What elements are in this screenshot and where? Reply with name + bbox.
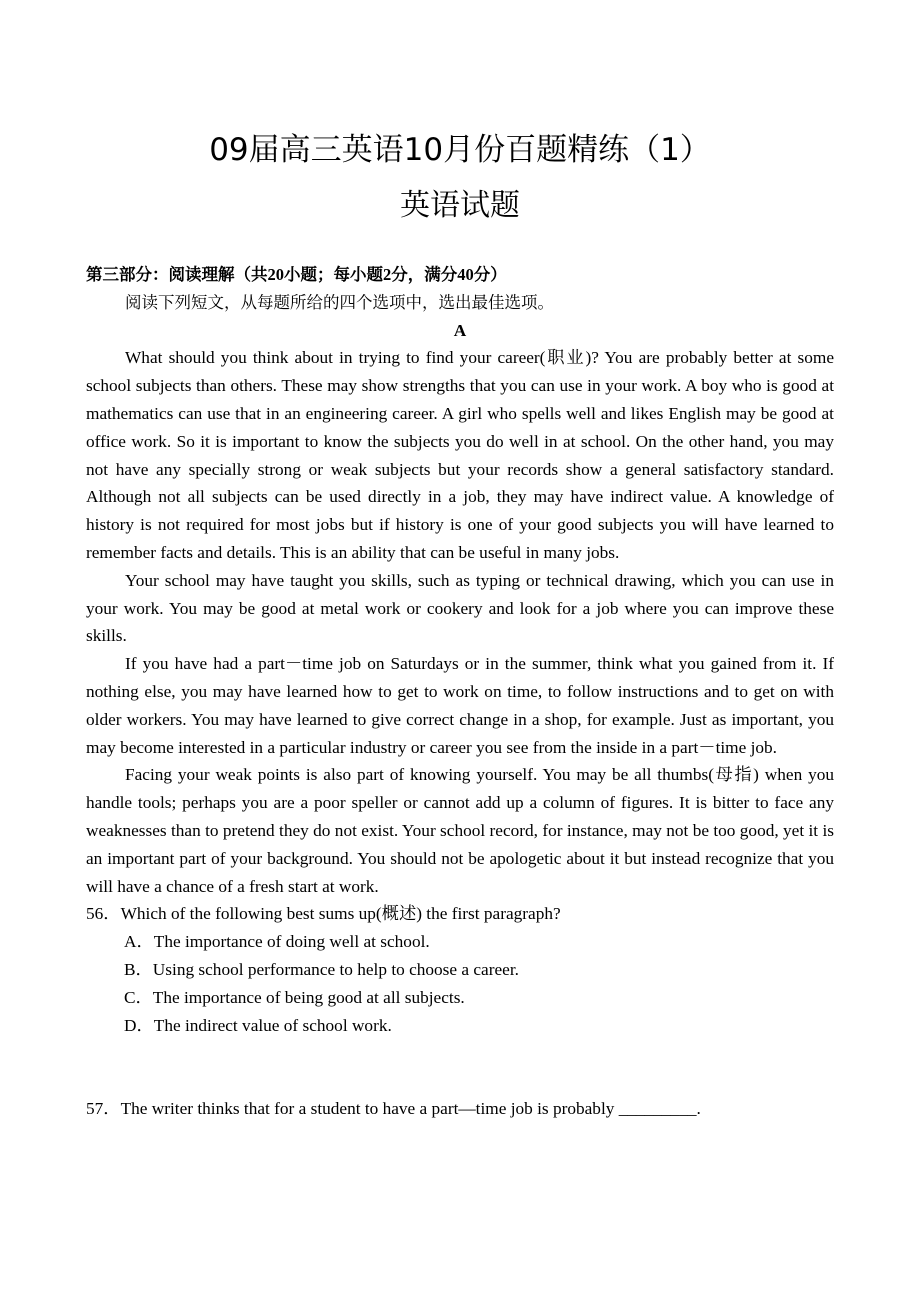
paragraph-2: Your school may have taught you skills, such as typing or technical drawing, which you can use in your work. You may be good at metal work or cookery and look for a job where you can improve these skills. bbox=[86, 570, 834, 646]
option-a: A．The importance of doing well at school. bbox=[124, 932, 430, 952]
question-57: 57．The writer thinks that for a student to have a part—time job is probably _________. bbox=[86, 1099, 701, 1119]
question-56: 56．Which of the following best sums up(概述) the first paragraph? bbox=[86, 904, 561, 924]
document-subtitle: 英语试题 bbox=[400, 188, 520, 223]
document-body bbox=[86, 261, 834, 1123]
passage-label: A bbox=[453, 320, 467, 340]
paragraph-1: What should you think about in trying to find your career(职业)? You are probably better at some school subjects than others. These may show strengths that you can use in your work. A boy who is good at mathematics can use that in an engineering career. A girl who spells well and likes English may be good at office work. So it is important to know the subjects you do well in at school. On the other hand, you may not have any specially strong or weak subjects but your records show a general satisfactory standard. Although not all subjects can be used directly in a job, they may have indirect value. A knowledge of history is not required for most jobs but if history is one of your good subjects you will have learned to remember facts and details. This is an ability that can be useful in many jobs. bbox=[86, 348, 834, 562]
option-b: B．Using school performance to help to choose a career. bbox=[124, 959, 519, 979]
spacer bbox=[86, 1039, 834, 1095]
instructions: 阅读下列短文，从每题所给的四个选项中，选出最佳选项。 bbox=[125, 292, 554, 312]
option-d: D．The indirect value of school work. bbox=[124, 1015, 392, 1035]
paragraph-4: Facing your weak points is also part of knowing yourself. You may be all thumbs(母指) when you handle tools; perhaps you are a poor speller or cannot add up a column of figures. It is bitter to face any weaknesses than to pretend they do not exist. Your school record, for instance, may not be too good, yet it is an important part of your background. You should not be apologetic about it but instead recognize that you will have a chance of a fresh start at work. bbox=[86, 765, 834, 896]
document-title: 09届高三英语10月份百题精练（1） bbox=[209, 132, 711, 168]
option-c: C．The importance of being good at all subjects. bbox=[124, 987, 465, 1007]
paragraph-3: If you have had a part－time job on Saturdays or in the summer, think what you gained from it. If nothing else, you may have learned how to get to work on time, to follow instructions and to get on with older workers. You may have learned to give correct change in a shop, for example. Just as important, you may become interested in a particular industry or career you see from the inside in a part－time job. bbox=[86, 654, 834, 757]
section-heading: 第三部分：阅读理解（共20小题；每小题2分，满分40分） bbox=[86, 265, 507, 284]
